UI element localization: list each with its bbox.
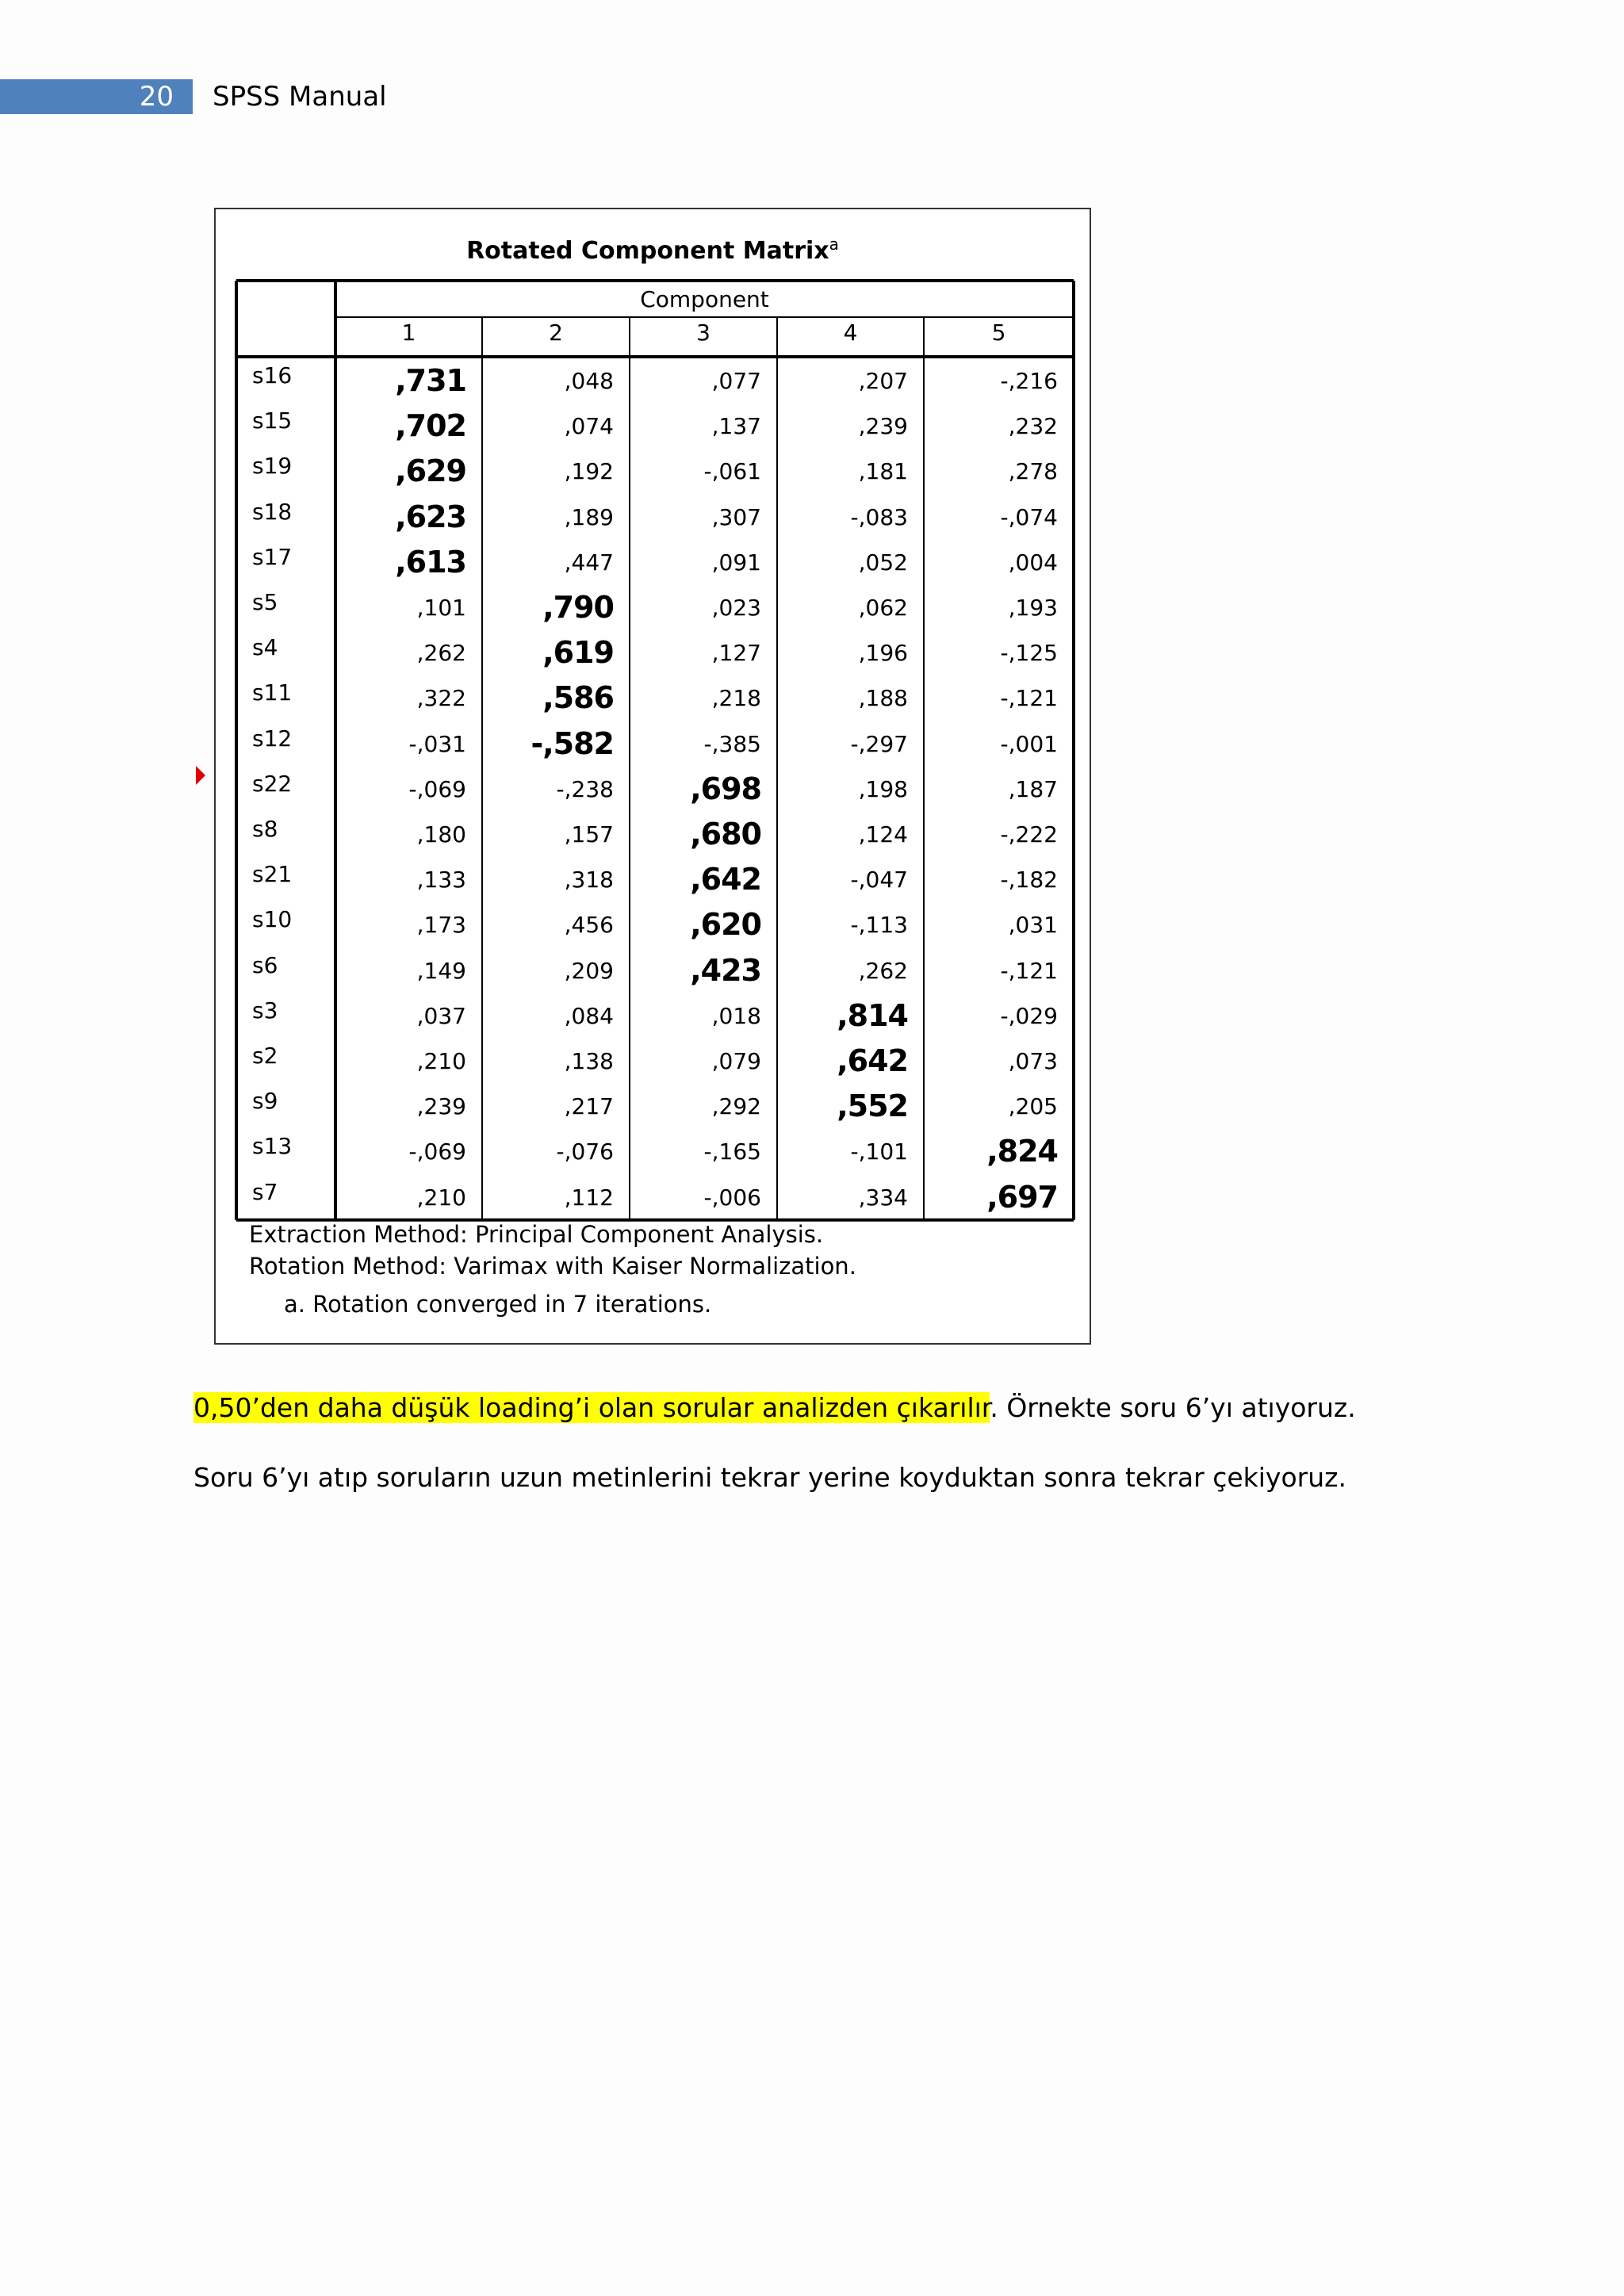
- loading-value: ,127: [711, 640, 761, 667]
- loading-value: ,218: [711, 685, 761, 712]
- column-header-3: 3: [696, 320, 710, 346]
- loading-value: ,210: [416, 1184, 466, 1211]
- loading-value: ,334: [858, 1184, 908, 1211]
- loading-value: ,198: [858, 775, 908, 802]
- loading-value: ,031: [1008, 912, 1058, 939]
- loading-value: ,217: [564, 1093, 614, 1120]
- column-header-1: 1: [401, 320, 416, 346]
- loading-value: ,084: [564, 1002, 614, 1029]
- loading-value: ,209: [564, 957, 614, 984]
- row-label: s12: [252, 725, 293, 752]
- loading-value: ,052: [858, 549, 908, 576]
- red-triangle-marker-icon: [196, 766, 205, 785]
- loading-value: -,297: [850, 730, 908, 757]
- document-title: SPSS Manual: [213, 81, 387, 113]
- loading-value: -,061: [703, 458, 761, 485]
- loading-value: ,112: [564, 1184, 614, 1211]
- loading-value: ,018: [711, 1002, 761, 1029]
- loading-value: ,790: [542, 590, 614, 625]
- row-label: s17: [252, 543, 293, 570]
- loading-value: ,205: [1008, 1093, 1058, 1120]
- loading-value: ,210: [416, 1048, 466, 1074]
- loading-value: ,239: [416, 1093, 466, 1120]
- loading-value: ,447: [564, 549, 614, 576]
- loading-value: ,073: [1008, 1048, 1058, 1074]
- loading-value: ,456: [564, 912, 614, 939]
- row-label: s10: [252, 906, 293, 933]
- loading-value: -,582: [530, 725, 614, 761]
- column-header-4: 4: [843, 320, 858, 346]
- matrix-title-text: Rotated Component Matrix: [466, 237, 829, 265]
- rotation-method-note: Rotation Method: Varimax with Kaiser Normalization.: [249, 1253, 856, 1280]
- loading-value: ,642: [690, 862, 761, 897]
- loading-value: ,124: [858, 821, 908, 848]
- loading-value: ,731: [395, 363, 466, 398]
- loading-value: ,698: [690, 771, 761, 806]
- loading-value: ,292: [711, 1093, 761, 1120]
- loading-value: ,074: [564, 413, 614, 440]
- loading-value: ,680: [690, 817, 761, 851]
- loading-value: -,031: [408, 730, 466, 757]
- loading-value: -,101: [850, 1138, 908, 1165]
- loading-value: ,642: [837, 1043, 908, 1078]
- loading-value: -,222: [1000, 821, 1058, 848]
- row-label: s5: [252, 589, 278, 615]
- convergence-note-marker: a.: [284, 1291, 305, 1318]
- row-label: s15: [252, 408, 293, 434]
- loading-value: -,029: [1000, 1002, 1058, 1029]
- loading-value: -,069: [408, 1138, 466, 1165]
- paragraph-2: Soru 6’yı atıp soruların uzun metinlerini tekrar yerine koyduktan sonra tekrar çekiyoruz.: [193, 1462, 1346, 1493]
- loading-value: ,023: [711, 595, 761, 621]
- loading-value: -,385: [703, 730, 761, 757]
- convergence-note: [284, 1291, 711, 1318]
- loading-value: ,322: [416, 685, 466, 712]
- loading-value: ,079: [711, 1048, 761, 1074]
- row-label: s18: [252, 498, 293, 525]
- column-header-2: 2: [549, 320, 563, 346]
- row-label: s9: [252, 1088, 278, 1115]
- loading-value: ,262: [858, 957, 908, 984]
- loading-value: ,262: [416, 640, 466, 667]
- loading-value: -,182: [1000, 867, 1058, 894]
- row-label: s21: [252, 861, 293, 888]
- paragraph-1-rest: . Örnekte soru 6’yı atıyoruz.: [990, 1392, 1356, 1423]
- component-header: Component: [640, 286, 769, 312]
- loading-value: -,076: [556, 1138, 614, 1165]
- loading-value: ,048: [564, 368, 614, 394]
- row-label: s6: [252, 951, 278, 978]
- convergence-note-text: Rotation converged in 7 iterations.: [312, 1291, 712, 1318]
- matrix-title-footnote-marker: a: [829, 235, 839, 254]
- loading-value: ,138: [564, 1048, 614, 1074]
- loading-value: ,307: [711, 503, 761, 530]
- highlighted-text: 0,50’den daha düşük loading’i olan sorular analizden çıkarılır: [193, 1392, 990, 1423]
- loading-value: ,037: [416, 1002, 466, 1029]
- loading-value: ,619: [542, 635, 614, 671]
- row-label: s16: [252, 362, 293, 388]
- loading-value: -,074: [1000, 503, 1058, 530]
- loading-value: ,814: [837, 997, 908, 1033]
- loading-value: ,062: [858, 595, 908, 621]
- loading-value: ,187: [1008, 775, 1058, 802]
- loading-value: -,069: [408, 775, 466, 802]
- loading-value: -,165: [703, 1138, 761, 1165]
- row-label: s3: [252, 997, 278, 1024]
- loading-value: ,824: [986, 1134, 1058, 1169]
- loading-value: ,702: [395, 408, 466, 444]
- loading-value: ,629: [395, 453, 466, 489]
- loading-value: -,047: [850, 867, 908, 894]
- loading-value: ,157: [564, 821, 614, 848]
- page-number: 20: [0, 79, 193, 114]
- loading-value: ,613: [395, 544, 466, 580]
- rotated-component-matrix-figure: [214, 208, 1091, 1345]
- loading-value: ,697: [986, 1179, 1058, 1215]
- loading-value: ,239: [858, 413, 908, 440]
- loading-value: ,623: [395, 499, 466, 534]
- loading-value: ,423: [690, 952, 761, 988]
- loading-value: ,232: [1008, 413, 1058, 440]
- loading-value: ,181: [858, 458, 908, 485]
- loading-value: ,180: [416, 821, 466, 848]
- row-label: s22: [252, 770, 293, 797]
- paragraph-1: [193, 1392, 1356, 1423]
- loading-value: ,586: [542, 680, 614, 716]
- loading-value: ,189: [564, 503, 614, 530]
- loading-value: -,216: [1000, 368, 1058, 394]
- column-header-5: 5: [991, 320, 1006, 346]
- loading-value: ,552: [837, 1089, 908, 1124]
- extraction-method-note: Extraction Method: Principal Component Analysis.: [249, 1221, 824, 1248]
- loading-value: ,091: [711, 549, 761, 576]
- loading-value: -,238: [556, 775, 614, 802]
- loading-value: -,083: [850, 503, 908, 530]
- row-label: s8: [252, 816, 278, 842]
- loading-value: ,318: [564, 867, 614, 894]
- row-label: s7: [252, 1178, 278, 1205]
- loading-value: ,137: [711, 413, 761, 440]
- loading-value: -,121: [1000, 957, 1058, 984]
- loading-value: ,173: [416, 912, 466, 939]
- loading-value: ,620: [690, 907, 761, 943]
- loading-value: -,001: [1000, 730, 1058, 757]
- row-label: s11: [252, 679, 293, 706]
- loading-value: -,125: [1000, 640, 1058, 667]
- loading-value: ,188: [858, 685, 908, 712]
- loading-value: ,149: [416, 957, 466, 984]
- loading-value: -,006: [703, 1184, 761, 1211]
- loading-value: -,113: [850, 912, 908, 939]
- loading-value: ,192: [564, 458, 614, 485]
- row-label: s2: [252, 1043, 278, 1069]
- loading-value: ,077: [711, 368, 761, 394]
- loading-value: ,196: [858, 640, 908, 667]
- loading-value: ,193: [1008, 595, 1058, 621]
- loading-value: ,278: [1008, 458, 1058, 485]
- loading-value: -,121: [1000, 685, 1058, 712]
- loading-value: ,004: [1008, 549, 1058, 576]
- loading-value: ,207: [858, 368, 908, 394]
- row-label: s19: [252, 453, 293, 480]
- loading-value: ,101: [416, 595, 466, 621]
- row-label: s13: [252, 1133, 293, 1160]
- row-label: s4: [252, 634, 278, 661]
- loading-value: ,133: [416, 867, 466, 894]
